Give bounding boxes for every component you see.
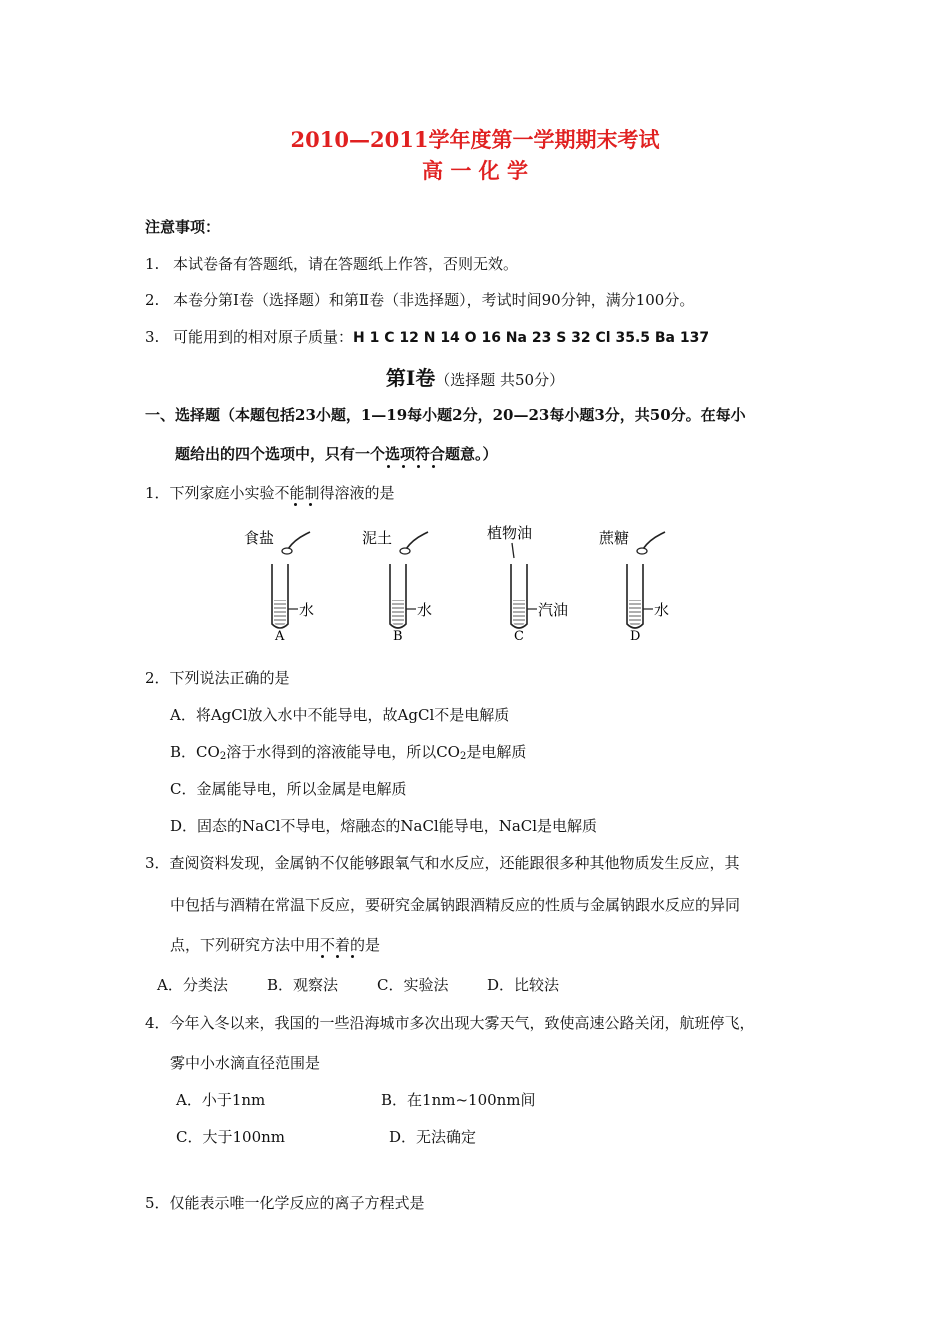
q4-stem-line1: 4．今年入冬以来，我国的一些沿海城市多次出现大雾天气，致使高速公路关闭，航班停飞， (145, 1014, 755, 1032)
liquid-fill (392, 600, 404, 626)
q2-option-a: A．将AgCl放入水中不能导电，故AgCl不是电解质 (170, 706, 510, 724)
emphasis-dot (432, 465, 435, 468)
test-tube-a (244, 529, 314, 644)
emphasis-dot (321, 955, 324, 958)
emphasis-dot (309, 503, 312, 506)
option-text: 是电解质 (466, 743, 527, 761)
option-label: B (393, 629, 403, 644)
spoon-icon (406, 532, 428, 549)
solute-label: 蔗糖 (599, 529, 630, 547)
test-tube-b (362, 529, 432, 644)
q2-option-d: D．固态的NaCl不导电，熔融态的NaCl能导电，NaCl是电解质 (170, 817, 598, 835)
exam-title: 2010—2011学年度第一学期期末考试 (290, 127, 660, 152)
spoon-icon (643, 532, 665, 549)
part1-subtitle: （选择题 共50分） (435, 371, 565, 389)
liquid-fill (513, 600, 525, 626)
q1-test-tube-figure (230, 518, 690, 648)
spoon-icon (288, 532, 310, 549)
q1-stem: 1．下列家庭小实验不能制得溶液的是 (145, 484, 395, 502)
note-number: 1. (145, 255, 160, 273)
notes-heading: 注意事项： (145, 218, 221, 236)
emphasis-dot (402, 465, 405, 468)
subscript: 2 (459, 751, 467, 762)
note-number: 3. (145, 328, 160, 346)
spoon-bowl-icon (400, 548, 410, 554)
emphasis-dot (351, 955, 354, 958)
q4-option-d: D．无法确定 (389, 1128, 477, 1146)
emphasis-dot (417, 465, 420, 468)
part1-title: 第Ⅰ卷 (385, 366, 436, 390)
atomic-masses: H 1 C 12 N 14 O 16 Na 23 S 32 Cl 35.5 Ba 137 (353, 330, 710, 346)
dropper-icon (512, 543, 514, 558)
spoon-bowl-icon (637, 548, 647, 554)
emphasis-dot (336, 955, 339, 958)
solute-label: 植物油 (487, 524, 533, 542)
note-text: 本试卷备有答题纸，请在答题纸上作答，否则无效。 (173, 255, 519, 273)
section1-instruction-line1: 一、选择题（本题包括23小题，1—19每小题2分，20—23每小题3分，共50分。在每小 (145, 406, 746, 424)
q3-option-d: D．比较法 (487, 976, 560, 994)
spoon-bowl-icon (282, 548, 292, 554)
solvent-label: 汽油 (538, 601, 569, 619)
exam-subject: 高 一 化 学 (422, 158, 528, 183)
note-text-plain: 可能用到的相对原子质量： (173, 328, 354, 346)
solvent-label: 水 (654, 601, 670, 619)
q3-stem-line3: 点，下列研究方法中用不着的是 (170, 936, 381, 954)
part1-header (0, 362, 950, 391)
emphasis-dot (387, 465, 390, 468)
option-label: D (630, 629, 641, 644)
option-text: 溶于水得到的溶液能导电，所以CO (226, 743, 460, 761)
emphasis-dot (294, 503, 297, 506)
q2-stem: 2．下列说法正确的是 (145, 669, 290, 687)
liquid-fill (629, 600, 641, 626)
solvent-label: 水 (417, 601, 433, 619)
solute-label: 泥土 (362, 529, 393, 547)
q4-stem-line2: 雾中小水滴直径范围是 (170, 1054, 321, 1072)
q5-stem: 5．仅能表示唯一化学反应的离子方程式是 (145, 1194, 425, 1212)
subscript: 2 (219, 751, 227, 762)
q3-option-a: A．分类法 (157, 976, 228, 994)
liquid-fill (274, 600, 286, 626)
q3-stem-line1: 3．查阅资料发现，金属钠不仅能够跟氧气和水反应，还能跟很多种其他物质发生反应，其 (145, 854, 740, 872)
section1-instruction-line2: 题给出的四个选项中，只有一个选项符合题意。） (175, 445, 498, 463)
q2-option-b (170, 742, 526, 762)
q3-option-b: B．观察法 (267, 976, 339, 994)
q4-option-b: B．在1nm~100nm间 (381, 1091, 536, 1109)
note-text (173, 327, 709, 348)
option-text: B．CO (170, 743, 220, 761)
q2-option-c: C．金属能导电，所以金属是电解质 (170, 780, 407, 798)
q4-option-a: A．小于1nm (176, 1091, 266, 1109)
q3-stem-line2: 中包括与酒精在常温下反应，要研究金属钠跟酒精反应的性质与金属钠跟水反应的异同 (170, 896, 741, 914)
test-tube-d (599, 529, 669, 644)
q4-option-c: C．大于100nm (176, 1128, 285, 1146)
note-number: 2. (145, 291, 160, 309)
solute-label: 食盐 (244, 529, 275, 547)
solvent-label: 水 (299, 601, 315, 619)
note-text: 本卷分第Ⅰ卷（选择题）和第Ⅱ卷（非选择题），考试时间90分钟，满分100分。 (173, 291, 695, 309)
option-label: A (275, 629, 285, 644)
test-tube-c (487, 524, 568, 644)
q3-option-c: C．实验法 (377, 976, 449, 994)
option-label: C (514, 629, 524, 644)
